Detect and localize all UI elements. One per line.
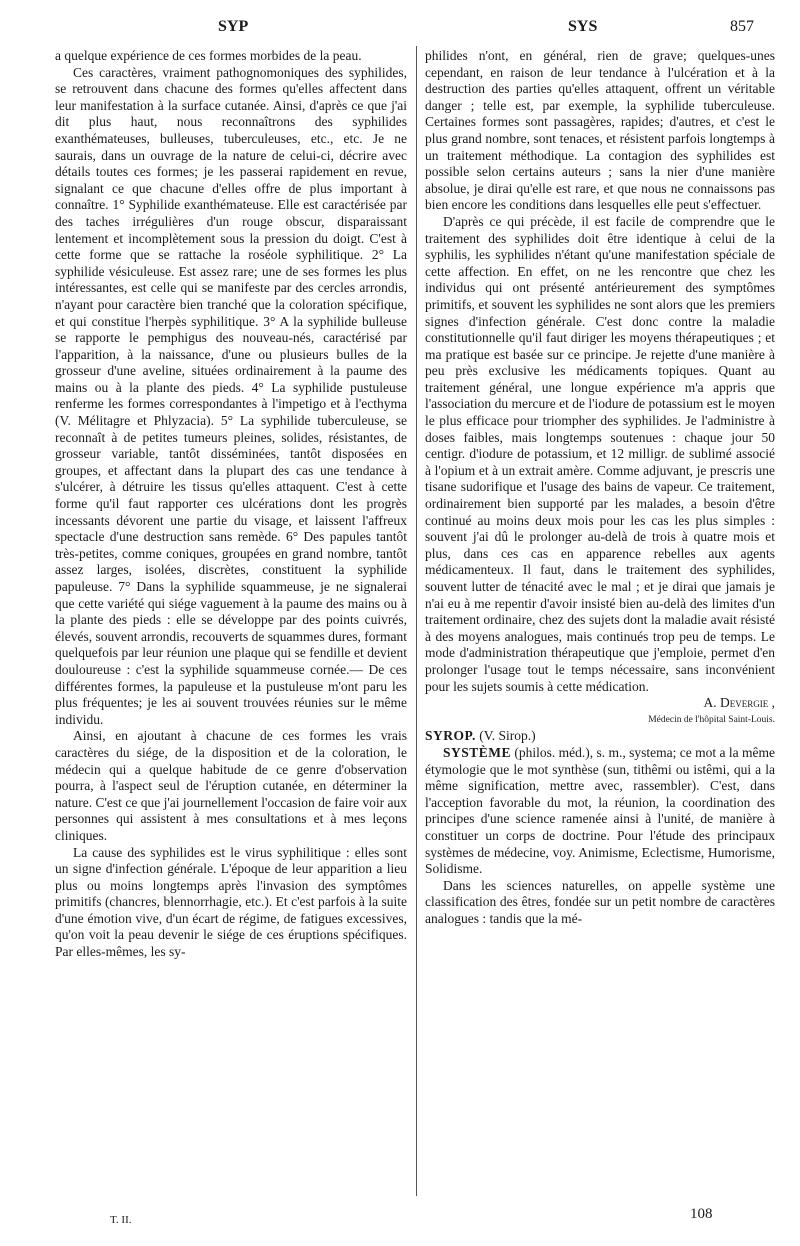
- entry-syrop: [425, 728, 775, 745]
- entry-syrop-body: (V. Sirop.): [475, 728, 536, 744]
- author-signature: [425, 695, 775, 712]
- running-header: [0, 18, 800, 42]
- left-column: [55, 48, 407, 961]
- paragraph: Ainsi, en ajoutant à chacune de ces formes les vrais caractères du siége, de la disposition et de la coloration, le médecin qui a quelque habitude de ce genre d'observation pourra, à l'aspect seul de l'éruption cutanée, en déterminer la nature. C'est ce que j'ai journellement l'occasion de faire voir aux personnes qui assistent à mes consultations et à mes leçons cliniques.: [55, 728, 407, 843]
- signature-mark: 108: [690, 1206, 713, 1222]
- header-left-word: SYP: [218, 18, 249, 35]
- paragraph: Dans les sciences naturelles, on appelle système une classification des êtres, fondée sur un petit nombre de caractères analogues : tandis que la mé-: [425, 877, 775, 926]
- headword-systeme: SYSTÈME: [443, 744, 512, 760]
- column-divider: [416, 46, 417, 1196]
- right-column: [425, 48, 775, 927]
- author-name: A. Devergie ,: [703, 695, 775, 711]
- paragraph: Ces caractères, vraiment pathognomoniques des syphilides, se retrouvent dans chacune des formes qu'elles affectent dans leur manifestation à la surface cutanée. Ainsi, d'après ce que j'ai dit plus haut, nous reconnaîtrons des syphilides exanthémateuses, bulleuses, tuberculeuses, etc., etc. Je ne saurais, dans un ouvrage de la nature de celui-ci, décrire avec détails toutes ces formes; je les passerai rapidement en revue, signalant ce que chacune d'elles offre de plus important à connaître. 1° Syphilide exanthémateuse. Elle est caractérisée par des taches irrégulières d'un rouge obscur, disparaissant lentement et incomplètement sous la pression du doigt. C'est à cette forme que se rattache la roséole syphilitique. 2° La syphilide vésiculeuse. Est assez rare; une de ses formes les plus intéressantes, est celle qui se manifeste par des cercles arrondis, n'ayant pour caractère bien tranché que la coloration spécifique, et qui constitue l'herpès syphilitique. 3° A la syphilide bulleuse se rapporte le pemphigus des nouveau-nés, caractérisé par l'apparition, à la naissance, d'une ou plusieurs bulles de la grosseur d'une aveline, situées ordinairement à la paume des mains ou à la plante des pieds. 4° La syphilide pustuleuse renferme les formes correspondantes à l'impetigo et à l'ecthyma (V. Mélitagre et Phlyzacia). 5° La syphilide tuberculeuse, se reconnaît à de petites tumeurs pleines, solides, résistantes, de grosseur variable, tantôt disséminées, tantôt disposées en groupes, et affectant dans la plupart des cas une tendance à s'ulcérer, à détruire les tissus qu'elles attaquent. C'est à cette forme qu'il faut rapporter ces ulcérations dont les progrès incessants dévorent une partie du visage, et laissent l'affreux spectacle d'une destruction sans remède. 6° Des papules tantôt très-petites, comme coniques, groupées en grand nombre, tantôt assez larges, isolées, discrètes, constituent la syphilide papuleuse. 7° Dans la syphilide squammeuse, je ne signalerai que cette variété qui siége vaguement à la paume des mains ou à la plante des pieds : elle se développe par des points cuivrés, élevés, souvent arrondis, recouverts de squammes dures, formant quelquefois par leur réunion une plaque qui se fendille et devient douloureuse : c'est la syphilide squammeuse cornée.— De ces différentes formes, la papuleuse et la pustuleuse m'ont paru les plus fréquentes; je les ai souvent trouvées réunies sur le même individu.: [55, 64, 407, 727]
- entry-systeme: [425, 745, 775, 878]
- paragraph: philides n'ont, en général, rien de grave; quelques-unes cependant, en raison de leur tendance à l'ulcération et à la destruction des parties qu'elles attaquent, offrent un véritable danger ; telle est, par exemple, la syphilide tuberculeuse. Certaines formes sont passagères, rapides; d'autres, et c'est le plus grand nombre, sont tenaces, et résistent parfois longtemps à un traitement méthodique. La contagion des syphilides est possible selon certains auteurs ; sans la nier d'une manière absolue, je dirai qu'elle est rare, et que nous ne connaissons pas bien encore les conditions dans lesquelles elle peut s'effectuer.: [425, 48, 775, 213]
- paragraph: D'après ce qui précède, il est facile de comprendre que le traitement des syphilides doit être identique à celui de la syphilis, les syphilides n'étant qu'une manifestation spéciale de cette affection. En effet, on ne les rencontre que chez les individus qui ont présenté antérieurement des symptômes primitifs, et souvent les syphilides ne sont alors que les premiers signes d'infection générale. C'est donc contre la maladie constitutionnelle qu'il faut diriger les moyens thérapeutiques ; et ma pratique est basée sur ce principe. Je rejette d'une manière à peu près exclusive les médicaments topiques. Quant au traitement général, une longue expérience m'a appris que l'association du mercure et de l'iodure de potassium est le moyen le plus efficace pour triompher des syphilides. Je l'administre à doses faibles, mais longtemps soutenues : chaque jour 50 centigr. d'iodure de potassium, et 12 milligr. de sublimé associé à l'opium et à un extrait amère. Comme adjuvant, je prescris une tisane sudorifique et l'usage des bains de vapeur. Ce traitement, ordinairement bien supporté par les malades, a besoin d'être continué au moins deux mois pour les cas les plus simples : souvent j'ai dû le prolonger au-delà de trois à quatre mois et plus, dans ces cas en apparence rebelles aux agents médicamenteux. Il faut, dans le traitement des syphilides, souvent lutter de ténacité avec le mal ; et je dirai que jamais je n'ai eu à me repentir d'avoir insisté bien au-delà des limites d'un traitement ordinaire, chez des sujets dont la maladie avait résisté à des moyens analogues, mais continués trop peu de temps. Le mode d'administration thérapeutique que j'emploie, permet d'en prolonger l'usage tout le temps nécessaire, sans inconvénient pour les sujets soumis à cette médication.: [425, 213, 775, 694]
- volume-mark: T. II.: [110, 1214, 132, 1226]
- paragraph: La cause des syphilides est le virus syphilitique : elles sont un signe d'infection générale. L'époque de leur apparition a lieu plus ou moins longtemps après l'invasion des symptômes primitifs (chancres, blennorrhagie, etc.). Et c'est parfois à la suite d'une émotion vive, d'un écart de régime, de fatigues excessives, qu'on voit la peau devenir le siége de ces éruptions spécifiques. Par elles-mêmes, les sy-: [55, 844, 407, 960]
- page-number: 857: [730, 18, 754, 35]
- paragraph: a quelque expérience de ces formes morbides de la peau.: [55, 48, 362, 63]
- header-right-word: SYS: [568, 18, 598, 35]
- author-affiliation: Médecin de l'hôpital Saint-Louis.: [648, 714, 775, 725]
- headword-syrop: SYROP.: [425, 728, 476, 744]
- entry-systeme-body: (philos. méd.), s. m., systema; ce mot a la même étymologie que le mot synthèse (sun, tithêmi ou istêmi, qui a la même signification, mettre avec, rassembler). C'est, dans l'acception favorable du mot, la réunion, la coordination des principes d'une science ramenée ainsi à l'unité, de manière à constituer un corps de doctrine. Pour l'étude des principaux systèmes de médecine, voy. Animisme, Eclectisme, Humorisme, Solidisme.: [425, 744, 775, 877]
